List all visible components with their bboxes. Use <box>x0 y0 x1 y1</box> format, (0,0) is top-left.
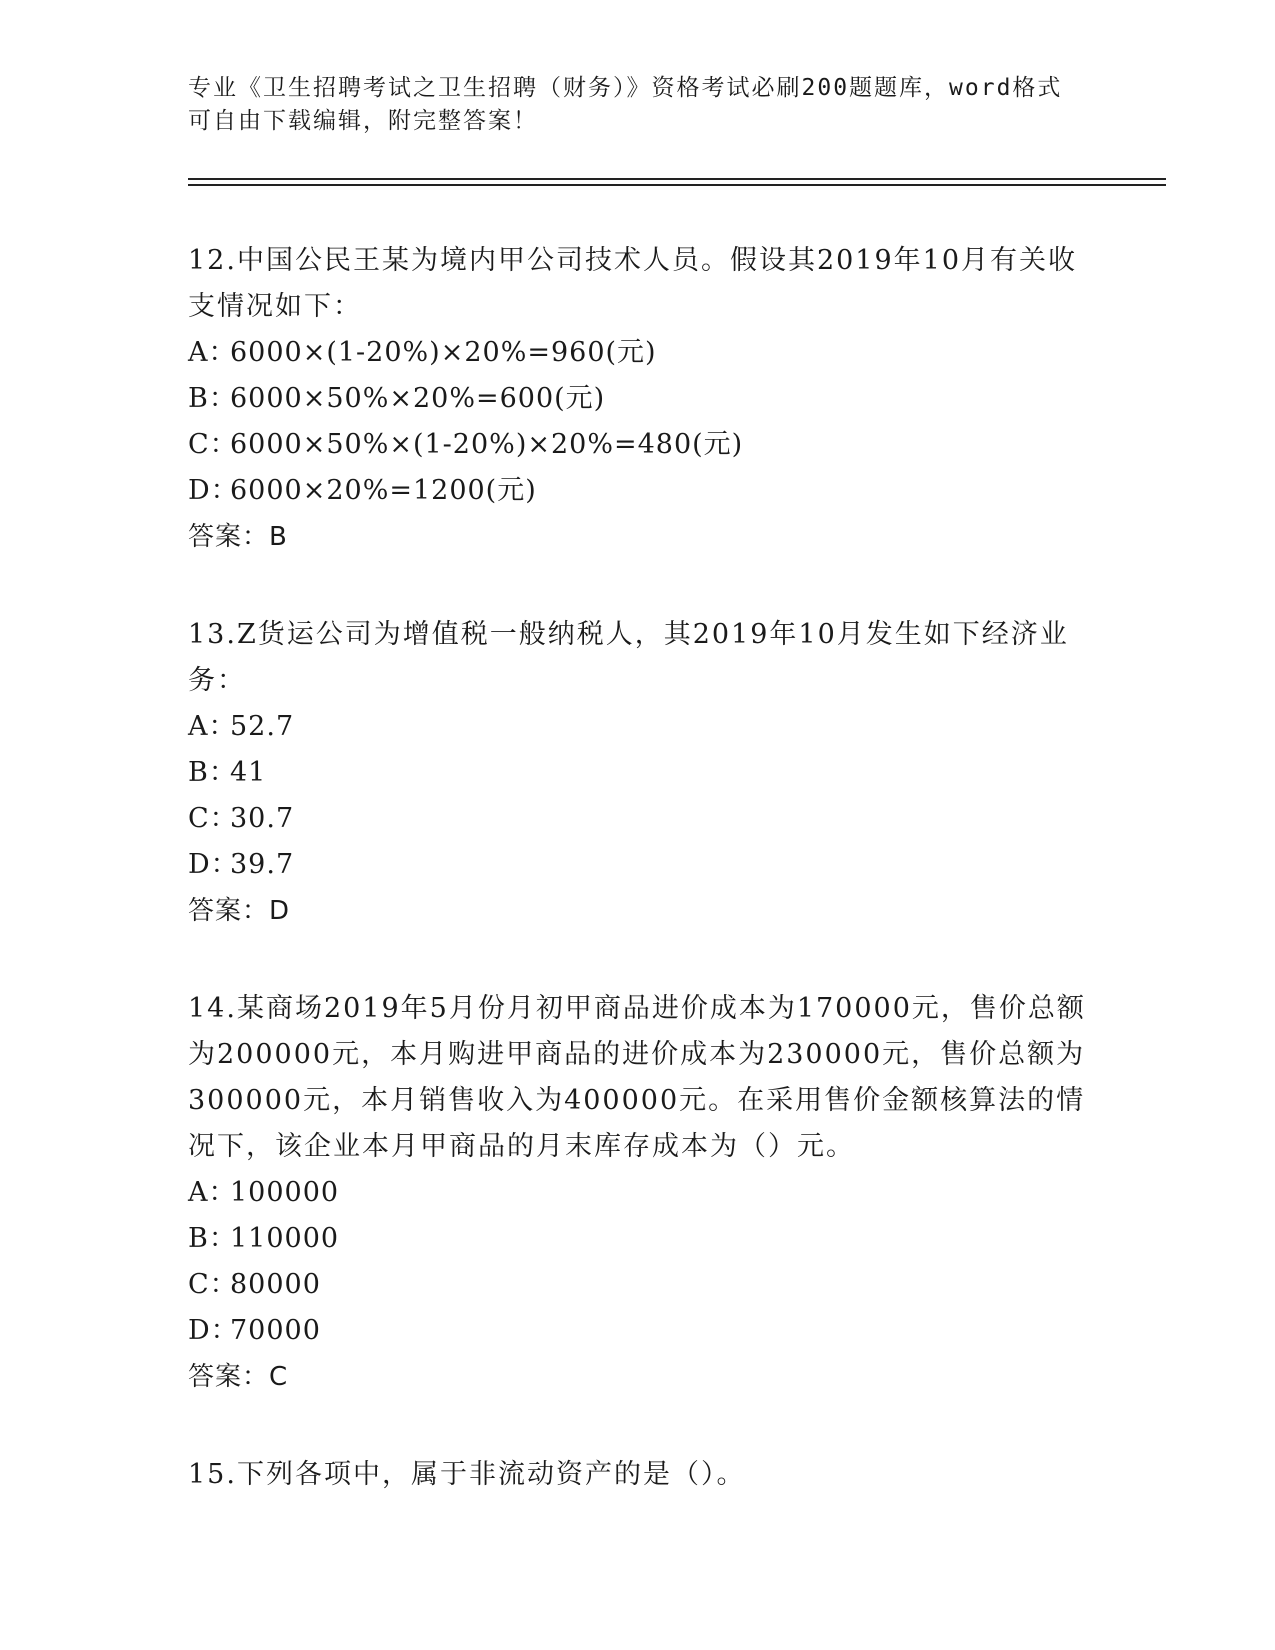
option-text: 6000×50%×20%=600(元) <box>230 383 606 414</box>
option-key: C： <box>188 1269 238 1300</box>
answer-line: 答案：B <box>188 522 288 552</box>
option-c <box>188 422 1088 468</box>
option-key: A： <box>188 1177 237 1208</box>
option-text: 6000×(1-20%)×20%=960(元) <box>230 337 657 368</box>
option-text: 6000×20%=1200(元) <box>230 475 537 506</box>
option-d <box>188 842 1088 888</box>
question-13 <box>188 612 1088 934</box>
option-text: 52.7 <box>230 711 295 742</box>
option-text: 100000 <box>230 1177 340 1208</box>
option-a <box>188 330 1088 376</box>
option-d <box>188 1308 1088 1354</box>
option-text: 6000×50%×(1-20%)×20%=480(元) <box>230 429 744 460</box>
option-key: B： <box>188 757 237 788</box>
header-line-1: 专业《卫生招聘考试之卫生招聘（财务）》资格考试必刷200题题库，word格式 <box>188 75 1063 101</box>
question-stem: 14.某商场2019年5月份月初甲商品进价成本为170000元，售价总额为200000元，本月购进甲商品的进价成本为230000元，售价总额为300000元，本月销售收入为400000元。在采用售价金额核算法的情况下，该企业本月甲商品的月末库存成本为（）元。 <box>188 993 1086 1162</box>
question-14 <box>188 986 1088 1400</box>
question-stem: 15.下列各项中，属于非流动资产的是（）。 <box>188 1459 746 1490</box>
option-key: B： <box>188 1223 237 1254</box>
option-a <box>188 1170 1088 1216</box>
option-text: 41 <box>230 757 267 788</box>
option-text: 80000 <box>230 1269 321 1300</box>
question-list <box>188 238 1088 1550</box>
answer-line: 答案：D <box>188 896 291 926</box>
option-text: 30.7 <box>230 803 295 834</box>
option-text: 70000 <box>230 1315 321 1346</box>
question-stem: 13.Z货运公司为增值税一般纳税人，其2019年10月发生如下经济业务： <box>188 619 1069 696</box>
option-c <box>188 1262 1088 1308</box>
option-a <box>188 704 1088 750</box>
option-text: 39.7 <box>230 849 295 880</box>
header-line-2: 可自由下载编辑，附完整答案！ <box>188 108 538 134</box>
option-key: A： <box>188 711 237 742</box>
option-key: D： <box>188 849 239 880</box>
option-c <box>188 796 1088 842</box>
option-key: D： <box>188 1315 239 1346</box>
option-key: A： <box>188 337 237 368</box>
answer-line: 答案：C <box>188 1362 289 1392</box>
option-text: 110000 <box>230 1223 340 1254</box>
header-rule-top <box>188 178 1166 180</box>
option-b <box>188 750 1088 796</box>
question-stem: 12.中国公民王某为境内甲公司技术人员。假设其2019年10月有关收支情况如下： <box>188 245 1078 322</box>
option-b <box>188 376 1088 422</box>
document-header <box>188 72 1088 138</box>
question-15 <box>188 1452 1088 1498</box>
option-key: C： <box>188 803 238 834</box>
header-rule-bottom <box>188 184 1166 186</box>
option-key: B： <box>188 383 237 414</box>
question-12 <box>188 238 1088 560</box>
option-key: D： <box>188 475 239 506</box>
option-key: C： <box>188 429 238 460</box>
option-b <box>188 1216 1088 1262</box>
option-d <box>188 468 1088 514</box>
